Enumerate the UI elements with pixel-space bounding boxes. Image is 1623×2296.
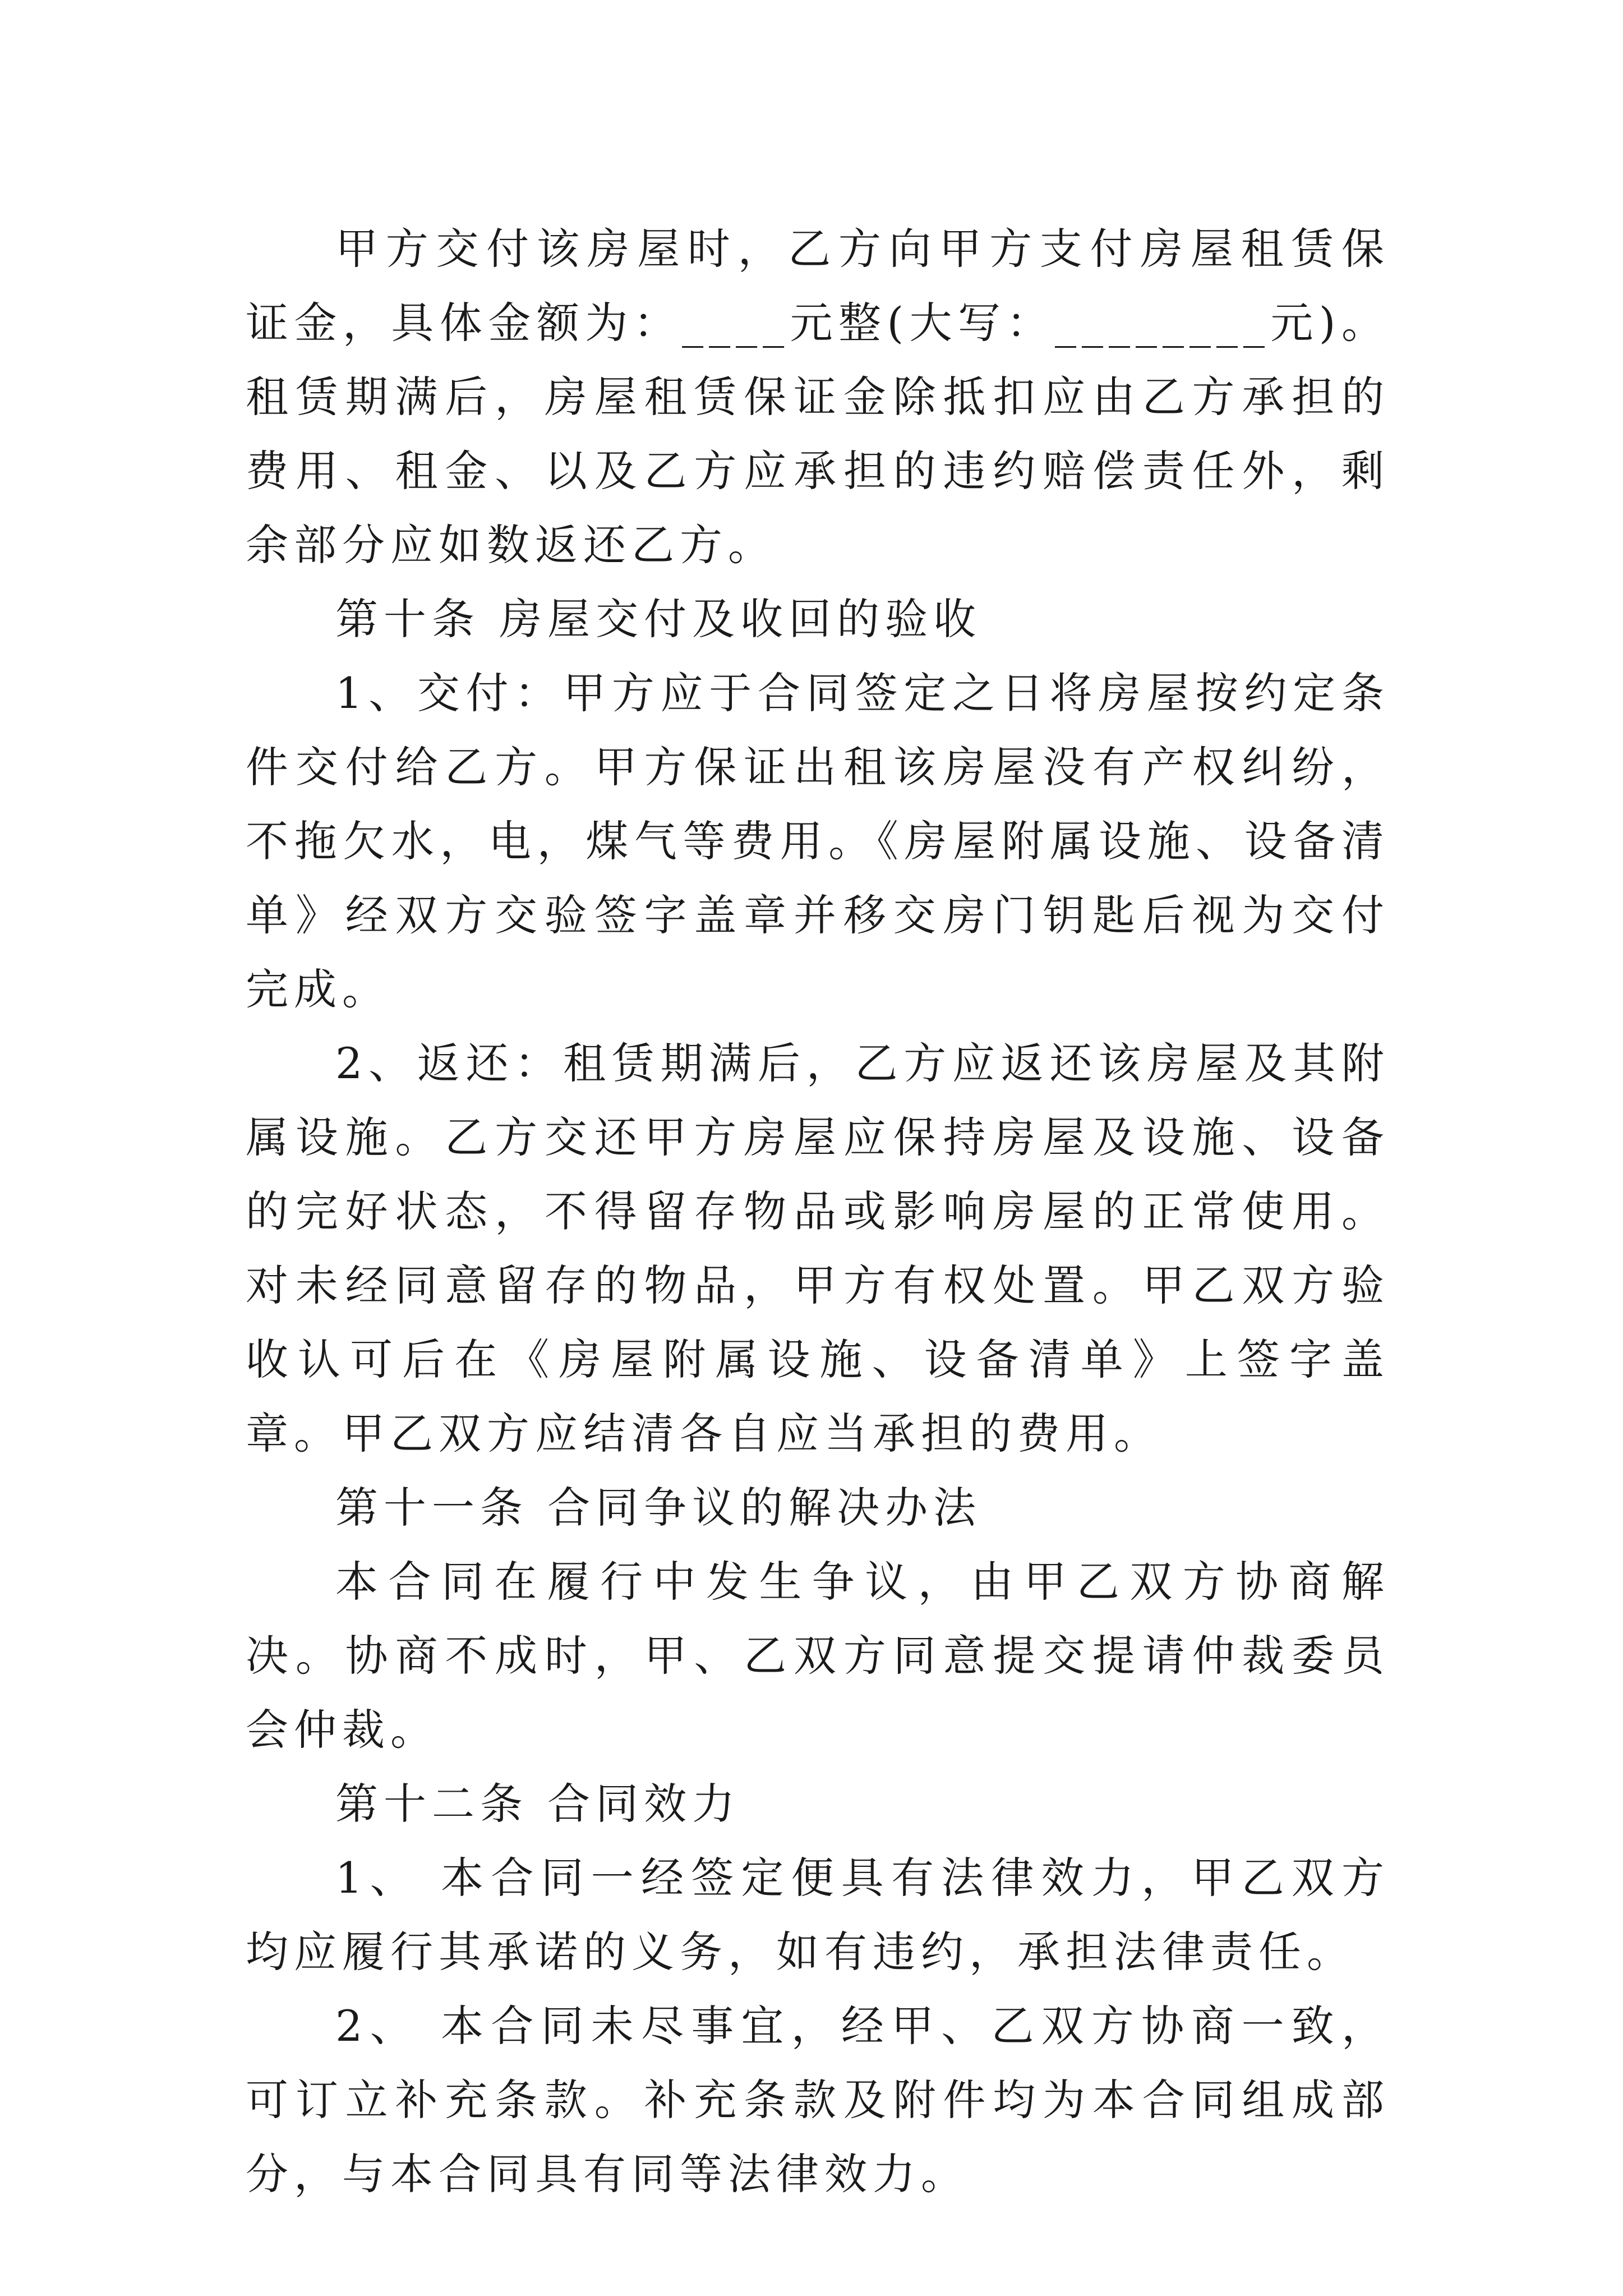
- article-11-heading: 第十一条 合同争议的解决办法: [335, 1483, 982, 1533]
- paragraph-effect-2: 2、 本合同未尽事宜，经甲、乙双方协商一致，可订立补充条款。补充条款及附件均为本合同组成部分，与本合同具有同等法律效力。: [246, 2001, 1390, 2199]
- paragraph-delivery: 1、交付：甲方应于合同签定之日将房屋按约定条件交付给乙方。甲方保证出租该房屋没有产权纠纷，不拖欠水，电，煤气等费用。《房屋附属设施、设备清单》经双方交验签字盖章并移交房门钥匙后视为交付完成。: [246, 668, 1390, 1014]
- paragraph-deposit: 甲方交付该房屋时，乙方向甲方支付房屋租赁保证金，具体金额为：____元整(大写：________元)。租赁期满后，房屋租赁保证金除抵扣应由乙方承担的费用、租金、以及乙方应承担的违约赔偿责任外，剩余部分应如数返还乙方。: [246, 224, 1390, 570]
- article-10-heading: 第十条 房屋交付及收回的验收: [335, 594, 982, 644]
- paragraph-return: 2、返还：租赁期满后，乙方应返还该房屋及其附属设施。乙方交还甲方房屋应保持房屋及设施、设备的完好状态，不得留存物品或影响房屋的正常使用。对未经同意留存的物品，甲方有权处置。甲乙双方验收认可后在《房屋附属设施、设备清单》上签字盖章。甲乙双方应结清各自应当承担的费用。: [246, 1038, 1390, 1458]
- article-12-heading: 第十二条 合同效力: [335, 1779, 741, 1829]
- paragraph-dispute: 本合同在履行中发生争议，由甲乙双方协商解决。协商不成时，甲、乙双方同意提交提请仲裁委员会仲裁。: [246, 1557, 1390, 1755]
- document-page: [246, 212, 1390, 2211]
- paragraph-effect-1: 1、 本合同一经签定便具有法律效力，甲乙双方均应履行其承诺的义务，如有违约，承担法律责任。: [246, 1853, 1390, 1977]
